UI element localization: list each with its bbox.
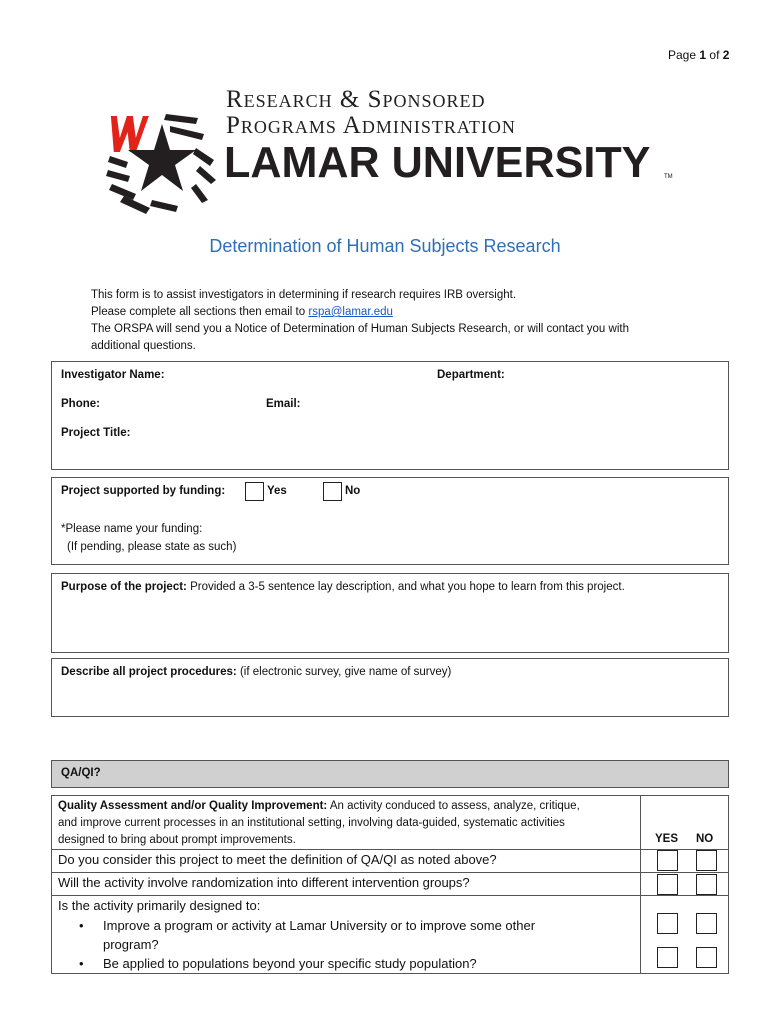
qa-row-divider: [52, 895, 728, 896]
logo-trademark: TM: [664, 174, 673, 180]
logo-red-lu-mark: [106, 116, 149, 152]
qa-column-divider: [640, 795, 641, 973]
purpose-label: Purpose of the project:: [61, 581, 187, 593]
email-label: Email:: [266, 398, 301, 410]
qa-q3-option-2: Be applied to populations beyond your specific study population?: [103, 956, 477, 971]
qa-no-header: NO: [696, 833, 714, 845]
department-label: Department:: [437, 369, 505, 381]
intro-line1: This form is to assist investigators in determining if research requires IRB oversight.: [91, 289, 517, 301]
qa-question-3: Is the activity primarily designed to:: [58, 898, 261, 913]
phone-label: Phone:: [61, 398, 100, 410]
page-current: 1: [699, 48, 707, 62]
qa-header-bar: [51, 760, 729, 788]
qa-question-1: Do you consider this project to meet the definition of QA/QI as noted above?: [58, 852, 497, 867]
qa-q3-option-1-line2: program?: [103, 937, 159, 952]
qa-definition-label: Quality Assessment and/or Quality Improvement:: [58, 800, 328, 812]
investigator-name-label: Investigator Name:: [61, 369, 165, 381]
qa-yes-header: YES: [655, 833, 679, 845]
qa-q3-option-1-line1: Improve a program or activity at Lamar University or to improve some other: [103, 918, 536, 933]
logo-text-line3: LAMAR UNIVERSITY: [224, 138, 651, 187]
page-total: 2: [722, 48, 730, 62]
funding-name-prompt: *Please name your funding:: [61, 523, 203, 535]
qa-definition: Quality Assessment and/or Quality Improvement: An activity conduced to assess, analyze, critique, and improve current processes in an institutional setting, involving data-guided, systematic activities designed to bring about prompt improvements.: [58, 800, 580, 846]
logo-text-line2: Programs Administration: [226, 112, 516, 139]
bullet-icon: •: [79, 918, 84, 933]
qa-q2-no-checkbox[interactable]: [696, 874, 717, 895]
funding-label: Project supported by funding:: [61, 485, 226, 497]
funding-pending-note: (If pending, please state as such): [67, 541, 237, 553]
page-indicator: Page 1 of 2: [668, 48, 730, 62]
procedures-label: Describe all project procedures:: [61, 666, 237, 678]
qa-header-label: QA/QI?: [61, 767, 101, 779]
intro-line2: Please complete all sections then email to rspa@lamar.edu: [91, 306, 393, 318]
project-title-label: Project Title:: [61, 427, 131, 439]
qa-q3a-no-checkbox[interactable]: [696, 913, 717, 934]
intro-line3: The ORSPA will send you a Notice of Determination of Human Subjects Research, or will contact you with: [91, 323, 629, 335]
logo-text-line1: Research & Sponsored: [226, 86, 486, 113]
purpose-text: Purpose of the project: Provided a 3-5 sentence lay description, and what you hope to learn from this project.: [61, 581, 625, 593]
qa-q3a-yes-checkbox[interactable]: [657, 913, 678, 934]
qa-q1-no-checkbox[interactable]: [696, 850, 717, 871]
funding-no-label: No: [345, 485, 361, 497]
qa-row-divider: [52, 849, 728, 850]
funding-yes-checkbox[interactable]: [245, 482, 264, 501]
qa-question-2: Will the activity involve randomization into different intervention groups?: [58, 875, 470, 890]
qa-q1-yes-checkbox[interactable]: [657, 850, 678, 871]
intro-line4: additional questions.: [91, 340, 196, 352]
page-title: Determination of Human Subjects Research: [209, 236, 561, 256]
email-link[interactable]: rspa@lamar.edu: [308, 306, 393, 318]
qa-row-divider: [52, 872, 728, 873]
procedures-text: Describe all project procedures: (if electronic survey, give name of survey): [61, 666, 452, 678]
lamar-logo-mark: [100, 108, 220, 218]
qa-q3b-no-checkbox[interactable]: [696, 947, 717, 968]
funding-yes-label: Yes: [267, 485, 287, 497]
funding-no-checkbox[interactable]: [323, 482, 342, 501]
qa-q3b-yes-checkbox[interactable]: [657, 947, 678, 968]
bullet-icon: •: [79, 956, 84, 971]
qa-q2-yes-checkbox[interactable]: [657, 874, 678, 895]
